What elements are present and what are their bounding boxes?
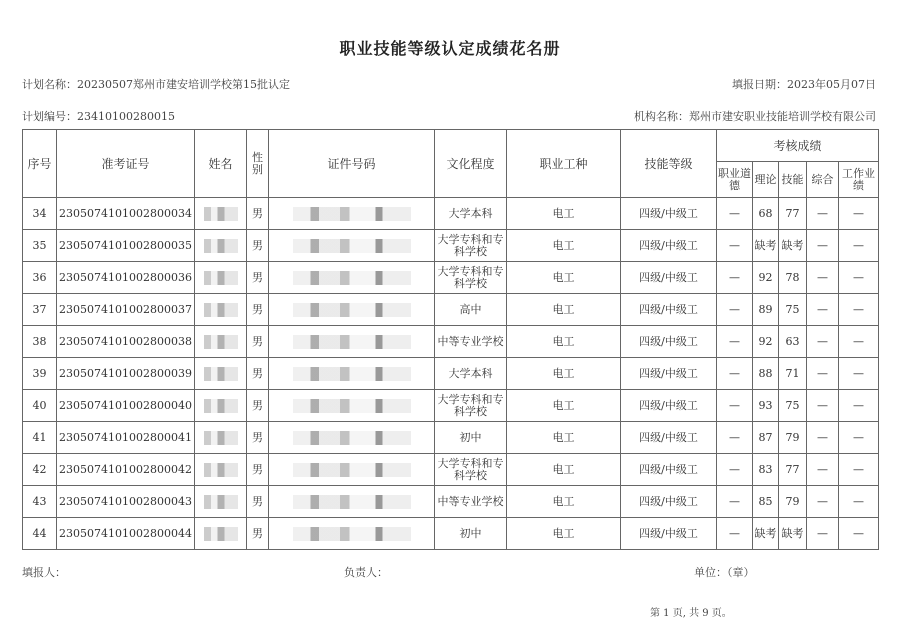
redacted-name <box>204 527 238 541</box>
redacted-name <box>204 239 238 253</box>
cell-job: 电工 <box>507 294 621 326</box>
cell-seq: 41 <box>23 422 57 454</box>
cell-job: 电工 <box>507 262 621 294</box>
cell-seq: 36 <box>23 262 57 294</box>
responsible-label: 负责人： <box>344 566 388 579</box>
score-roster-table <box>22 129 879 550</box>
cell-perf: — <box>839 198 879 230</box>
table-row <box>23 454 879 486</box>
page-title: 职业技能等级认定成绩花名册 <box>339 39 561 58</box>
cell-level: 四级/中级工 <box>621 326 717 358</box>
redacted-name <box>204 431 238 445</box>
cell-theory: 89 <box>753 294 779 326</box>
cell-job: 电工 <box>507 230 621 262</box>
cell-level: 四级/中级工 <box>621 454 717 486</box>
cell-ticket: 230507410100280004​2 <box>57 454 195 486</box>
header-theory: 理论 <box>753 162 779 198</box>
cell-theory: 68 <box>753 198 779 230</box>
cell-ticket: 230507410100280003​8 <box>57 326 195 358</box>
header-scores: 考核成绩 <box>717 130 879 162</box>
redacted-name <box>204 207 238 221</box>
redacted-name <box>204 495 238 509</box>
cell-skill: 71 <box>779 358 807 390</box>
cell-seq: 38 <box>23 326 57 358</box>
name-cell-redacted <box>195 422 247 454</box>
name-cell-redacted <box>195 518 247 550</box>
header-name: 姓名 <box>195 130 247 198</box>
cell-ticket: 230507410100280003​4 <box>57 198 195 230</box>
cell-ticket: 230507410100280004​3 <box>57 486 195 518</box>
cell-moral: — <box>717 390 753 422</box>
cell-moral: — <box>717 486 753 518</box>
cell-skill: 79 <box>779 486 807 518</box>
cell-level: 四级/中级工 <box>621 294 717 326</box>
cell-gender: 男 <box>247 262 269 294</box>
cell-moral: — <box>717 262 753 294</box>
cell-perf: — <box>839 422 879 454</box>
cell-seq: 39 <box>23 358 57 390</box>
cell-skill: 缺考 <box>779 518 807 550</box>
header-education: 文化程度 <box>435 130 507 198</box>
cell-theory: 85 <box>753 486 779 518</box>
cell-job: 电工 <box>507 422 621 454</box>
cell-moral: — <box>717 454 753 486</box>
cell-theory: 87 <box>753 422 779 454</box>
cell-theory: 缺考 <box>753 230 779 262</box>
redacted-id-number <box>293 463 411 477</box>
cell-seq: 44 <box>23 518 57 550</box>
cell-edu: 中等专业学校 <box>435 326 507 358</box>
header-overall: 综合 <box>807 162 839 198</box>
cell-seq: 37 <box>23 294 57 326</box>
redacted-id-number <box>293 207 411 221</box>
cell-theory: 缺考 <box>753 518 779 550</box>
cell-moral: — <box>717 326 753 358</box>
id-cell-redacted <box>269 486 435 518</box>
table-row <box>23 198 879 230</box>
cell-level: 四级/中级工 <box>621 262 717 294</box>
table-row <box>23 326 879 358</box>
redacted-id-number <box>293 303 411 317</box>
cell-overall: — <box>807 390 839 422</box>
name-cell-redacted <box>195 326 247 358</box>
cell-gender: 男 <box>247 326 269 358</box>
header-moral: 职业道德 <box>717 162 753 198</box>
header-seq: 序号 <box>23 130 57 198</box>
id-cell-redacted <box>269 390 435 422</box>
table-row <box>23 294 879 326</box>
plan-name: 计划名称：20230507郑州市建安培训学校第15批认定 <box>22 78 290 91</box>
report-date: 填报日期：2023年05月07日 <box>732 78 876 91</box>
header-level: 技能等级 <box>621 130 717 198</box>
header-performance: 工作业绩 <box>839 162 879 198</box>
cell-moral: — <box>717 358 753 390</box>
redacted-id-number <box>293 431 411 445</box>
redacted-id-number <box>293 399 411 413</box>
cell-theory: 88 <box>753 358 779 390</box>
header-job: 职业工种 <box>507 130 621 198</box>
cell-skill: 79 <box>779 422 807 454</box>
cell-perf: — <box>839 486 879 518</box>
roster-body <box>23 198 879 550</box>
cell-seq: 34 <box>23 198 57 230</box>
cell-overall: — <box>807 262 839 294</box>
cell-skill: 63 <box>779 326 807 358</box>
cell-overall: — <box>807 230 839 262</box>
redacted-id-number <box>293 495 411 509</box>
redacted-name <box>204 399 238 413</box>
id-cell-redacted <box>269 454 435 486</box>
cell-seq: 42 <box>23 454 57 486</box>
cell-edu: 大学专科和专科学校 <box>435 262 507 294</box>
table-row <box>23 486 879 518</box>
cell-edu: 中等专业学校 <box>435 486 507 518</box>
table-row <box>23 422 879 454</box>
org-name: 机构名称：郑州市建安职业技能培训学校有限公司 <box>634 110 876 123</box>
id-cell-redacted <box>269 358 435 390</box>
cell-gender: 男 <box>247 486 269 518</box>
cell-overall: — <box>807 358 839 390</box>
table-row <box>23 230 879 262</box>
cell-edu: 初中 <box>435 518 507 550</box>
unit-seal-label: 单位：（章） <box>694 566 755 579</box>
cell-gender: 男 <box>247 294 269 326</box>
cell-edu: 大学专科和专科学校 <box>435 230 507 262</box>
cell-overall: — <box>807 326 839 358</box>
cell-level: 四级/中级工 <box>621 518 717 550</box>
table-row <box>23 518 879 550</box>
id-cell-redacted <box>269 326 435 358</box>
cell-theory: 83 <box>753 454 779 486</box>
cell-theory: 92 <box>753 262 779 294</box>
cell-skill: 77 <box>779 198 807 230</box>
cell-gender: 男 <box>247 390 269 422</box>
cell-seq: 40 <box>23 390 57 422</box>
cell-overall: — <box>807 454 839 486</box>
cell-job: 电工 <box>507 486 621 518</box>
id-cell-redacted <box>269 422 435 454</box>
filler-label: 填报人： <box>22 566 66 579</box>
cell-job: 电工 <box>507 390 621 422</box>
cell-job: 电工 <box>507 198 621 230</box>
cell-perf: — <box>839 390 879 422</box>
cell-level: 四级/中级工 <box>621 230 717 262</box>
cell-seq: 35 <box>23 230 57 262</box>
cell-moral: — <box>717 198 753 230</box>
header-skill: 技能 <box>779 162 807 198</box>
cell-overall: — <box>807 518 839 550</box>
id-cell-redacted <box>269 262 435 294</box>
redacted-id-number <box>293 335 411 349</box>
cell-ticket: 230507410100280003​5 <box>57 230 195 262</box>
cell-moral: — <box>717 294 753 326</box>
name-cell-redacted <box>195 230 247 262</box>
cell-job: 电工 <box>507 518 621 550</box>
cell-gender: 男 <box>247 230 269 262</box>
cell-seq: 43 <box>23 486 57 518</box>
redacted-id-number <box>293 239 411 253</box>
cell-overall: — <box>807 422 839 454</box>
name-cell-redacted <box>195 454 247 486</box>
cell-gender: 男 <box>247 422 269 454</box>
cell-theory: 92 <box>753 326 779 358</box>
cell-perf: — <box>839 454 879 486</box>
page-indicator: 第 1 页, 共 9 页。 <box>650 608 732 619</box>
cell-level: 四级/中级工 <box>621 422 717 454</box>
name-cell-redacted <box>195 262 247 294</box>
id-cell-redacted <box>269 518 435 550</box>
redacted-id-number <box>293 271 411 285</box>
cell-theory: 93 <box>753 390 779 422</box>
name-cell-redacted <box>195 486 247 518</box>
name-cell-redacted <box>195 390 247 422</box>
cell-ticket: 230507410100280003​7 <box>57 294 195 326</box>
cell-perf: — <box>839 326 879 358</box>
cell-job: 电工 <box>507 326 621 358</box>
plan-number: 计划编号：23410100280015 <box>22 110 175 123</box>
cell-level: 四级/中级工 <box>621 390 717 422</box>
cell-edu: 大学专科和专科学校 <box>435 390 507 422</box>
name-cell-redacted <box>195 358 247 390</box>
cell-perf: — <box>839 518 879 550</box>
id-cell-redacted <box>269 294 435 326</box>
cell-perf: — <box>839 358 879 390</box>
cell-gender: 男 <box>247 454 269 486</box>
cell-level: 四级/中级工 <box>621 358 717 390</box>
cell-ticket: 230507410100280004​0 <box>57 390 195 422</box>
cell-ticket: 230507410100280004​4 <box>57 518 195 550</box>
cell-ticket: 230507410100280003​9 <box>57 358 195 390</box>
cell-moral: — <box>717 230 753 262</box>
cell-moral: — <box>717 422 753 454</box>
cell-edu: 大学本科 <box>435 358 507 390</box>
redacted-name <box>204 335 238 349</box>
cell-gender: 男 <box>247 198 269 230</box>
cell-skill: 77 <box>779 454 807 486</box>
cell-skill: 75 <box>779 294 807 326</box>
cell-gender: 男 <box>247 518 269 550</box>
id-cell-redacted <box>269 198 435 230</box>
id-cell-redacted <box>269 230 435 262</box>
table-row <box>23 358 879 390</box>
cell-skill: 缺考 <box>779 230 807 262</box>
header-ticket: 准考证号 <box>57 130 195 198</box>
table-row <box>23 262 879 294</box>
cell-edu: 大学本科 <box>435 198 507 230</box>
redacted-name <box>204 463 238 477</box>
cell-level: 四级/中级工 <box>621 486 717 518</box>
cell-moral: — <box>717 518 753 550</box>
cell-job: 电工 <box>507 358 621 390</box>
header-id: 证件号码 <box>269 130 435 198</box>
cell-gender: 男 <box>247 358 269 390</box>
redacted-name <box>204 367 238 381</box>
redacted-name <box>204 271 238 285</box>
redacted-name <box>204 303 238 317</box>
cell-ticket: 230507410100280003​6 <box>57 262 195 294</box>
cell-overall: — <box>807 294 839 326</box>
name-cell-redacted <box>195 198 247 230</box>
cell-perf: — <box>839 294 879 326</box>
cell-skill: 75 <box>779 390 807 422</box>
cell-edu: 高中 <box>435 294 507 326</box>
header-gender: 性别 <box>247 130 269 198</box>
cell-skill: 78 <box>779 262 807 294</box>
cell-perf: — <box>839 230 879 262</box>
redacted-id-number <box>293 367 411 381</box>
cell-edu: 初中 <box>435 422 507 454</box>
cell-overall: — <box>807 198 839 230</box>
name-cell-redacted <box>195 294 247 326</box>
cell-edu: 大学专科和专科学校 <box>435 454 507 486</box>
redacted-id-number <box>293 527 411 541</box>
cell-overall: — <box>807 486 839 518</box>
table-row <box>23 390 879 422</box>
cell-level: 四级/中级工 <box>621 198 717 230</box>
cell-ticket: 230507410100280004​1 <box>57 422 195 454</box>
cell-perf: — <box>839 262 879 294</box>
cell-job: 电工 <box>507 454 621 486</box>
